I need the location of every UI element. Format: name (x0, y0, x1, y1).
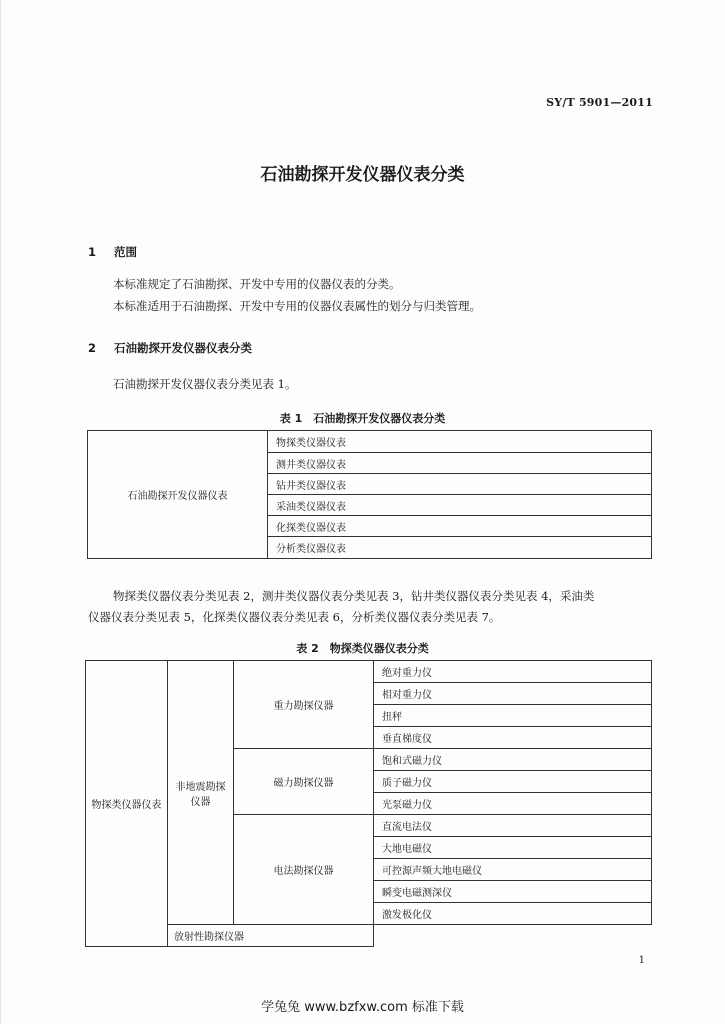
paragraph: 石油勘探开发仪器仪表分类见表 1。 (113, 377, 297, 391)
table-cell: 测井类仪器仪表 (268, 453, 652, 474)
table-cell-root: 石油勘探开发仪器仪表 (88, 431, 268, 559)
table-2 (85, 660, 652, 947)
table-cell: 光泵磁力仪 (374, 793, 652, 815)
section-1-heading (88, 244, 137, 260)
table-cell: 垂直梯度仪 (374, 727, 652, 749)
table-1 (87, 430, 652, 559)
download-watermark-footer: 学兔兔 www.bzfxw.com 标准下载 (261, 1000, 464, 1015)
page-number: 1 (638, 955, 645, 966)
table-cell: 物探类仪器仪表 (268, 431, 652, 453)
section-title: 范围 (114, 245, 137, 259)
table-cell-subcategory: 非地震勘探仪器 (168, 661, 234, 925)
paragraph: 本标准适用于石油勘探、开发中专用的仪器仪表属性的划分与归类管理。 (113, 299, 481, 313)
table-cell: 采油类仪器仪表 (268, 495, 652, 516)
table-cell: 激发极化仪 (374, 903, 652, 925)
table-cell: 直流电法仪 (374, 815, 652, 837)
table-cell: 化探类仪器仪表 (268, 516, 652, 537)
table-cell: 绝对重力仪 (374, 661, 652, 683)
table-cell: 瞬变电磁测深仪 (374, 881, 652, 903)
table-cell: 放射性勘探仪器 (168, 925, 374, 947)
table-cell: 大地电磁仪 (374, 837, 652, 859)
table-cell: 可控源声频大地电磁仪 (374, 859, 652, 881)
table-cell: 分析类仪器仪表 (268, 537, 652, 559)
table-cell: 相对重力仪 (374, 683, 652, 705)
table-cell: 扭秤 (374, 705, 652, 727)
section-2-heading (88, 340, 252, 356)
table-cell: 钻井类仪器仪表 (268, 474, 652, 495)
paragraph: 物探类仪器仪表分类见表 2，测井类仪器仪表分类见表 3，钻井类仪器仪表分类见表 4，采油类 (113, 589, 595, 603)
table-cell-group: 电法勘探仪器 (234, 815, 374, 925)
table-cell: 质子磁力仪 (374, 771, 652, 793)
section-title: 石油勘探开发仪器仪表分类 (114, 341, 252, 355)
table-cell-root: 物探类仪器仪表 (86, 661, 168, 947)
section-number: 1 (88, 245, 97, 259)
table-cell-group: 重力勘探仪器 (234, 661, 374, 749)
scan-margin-line (0, 0, 1, 1024)
standard-code: SY/T 5901—2011 (546, 96, 653, 109)
table-cell-group: 磁力勘探仪器 (234, 749, 374, 815)
section-number: 2 (88, 341, 97, 355)
table-2-caption: 表 2 物探类仪器仪表分类 (296, 642, 429, 655)
paragraph: 仪器仪表分类见表 5，化探类仪器仪表分类见表 6，分析类仪器仪表分类见表 7。 (88, 610, 501, 624)
paragraph: 本标准规定了石油勘探、开发中专用的仪器仪表的分类。 (113, 277, 401, 291)
table-cell: 饱和式磁力仪 (374, 749, 652, 771)
table-1-caption: 表 1 石油勘探开发仪器仪表分类 (279, 412, 446, 425)
document-title: 石油勘探开发仪器仪表分类 (260, 165, 465, 185)
